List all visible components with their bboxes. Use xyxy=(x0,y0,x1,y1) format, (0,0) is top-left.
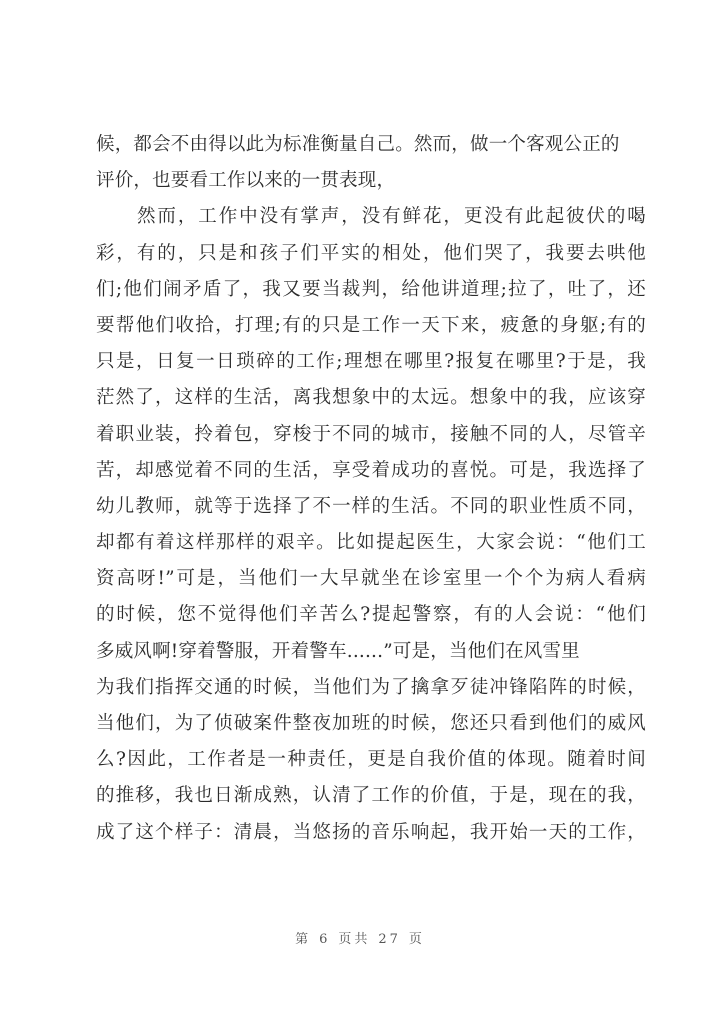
text-line: 资高呀!”可是，当他们一大早就坐在诊室里一个个为病人看病 xyxy=(96,568,646,590)
text-line: 多威风啊!穿着警服，开着警车......”可是，当他们在风雪里 xyxy=(96,640,580,662)
text-line: 幼儿教师，就等于选择了不一样的生活。不同的职业性质不同， xyxy=(96,495,646,517)
text-line: 却都有着这样那样的艰辛。比如提起医生，大家会说：“他们工 xyxy=(96,532,646,554)
text-line: 候，都会不由得以此为标准衡量自己。然而，做一个客观公正的 xyxy=(96,134,620,155)
page-label-suffix: 页 xyxy=(408,932,425,947)
total-pages: 27 xyxy=(378,932,401,947)
text-line: 彩，有的，只是和孩子们平实的相处，他们哭了，我要去哄他 xyxy=(96,242,646,264)
text-line: 的时候，您不觉得他们辛苦么?提起警察，有的人会说：“他们 xyxy=(96,604,646,626)
text-line: 成了这个样子：清晨，当悠扬的音乐响起，我开始一天的工作， xyxy=(96,821,646,843)
text-line: 要帮他们收拾，打理;有的只是工作一天下来，疲惫的身躯;有的 xyxy=(96,314,646,336)
text-line: 只是，日复一日琐碎的工作;理想在哪里?报复在哪里?于是，我 xyxy=(96,351,646,373)
paragraph-first-line: 然而，工作中没有掌声，没有鲜花，更没有此起彼伏的喝 xyxy=(137,206,646,228)
page-number: 6 xyxy=(319,932,331,947)
page-label-prefix: 第 xyxy=(295,932,312,947)
text-line: 为我们指挥交通的时候，当他们为了擒拿歹徒冲锋陷阵的时候， xyxy=(96,676,646,698)
text-line: 的推移，我也日渐成熟，认清了工作的价值，于是，现在的我， xyxy=(96,785,646,807)
text-line: 茫然了，这样的生活，离我想象中的太远。想象中的我，应该穿 xyxy=(96,387,646,409)
text-line: 着职业装，拎着包，穿梭于不同的城市，接触不同的人，尽管辛 xyxy=(96,423,646,445)
text-line: 当他们，为了侦破案件整夜加班的时候，您还只看到他们的威风 xyxy=(96,713,646,734)
text-line: 评价，也要看工作以来的一贯表现， xyxy=(96,170,396,192)
text-line: 们;他们闹矛盾了，我又要当裁判，给他讲道理;拉了，吐了，还 xyxy=(96,278,646,300)
page-label-mid: 页共 xyxy=(338,932,371,947)
body-text xyxy=(96,127,646,851)
text-line: 么?因此，工作者是一种责任，更是自我价值的体现。随着时间 xyxy=(96,749,646,771)
text-line: 苦，却感觉着不同的生活，享受着成功的喜悦。可是，我选择了 xyxy=(96,459,646,481)
page-footer xyxy=(0,928,720,947)
